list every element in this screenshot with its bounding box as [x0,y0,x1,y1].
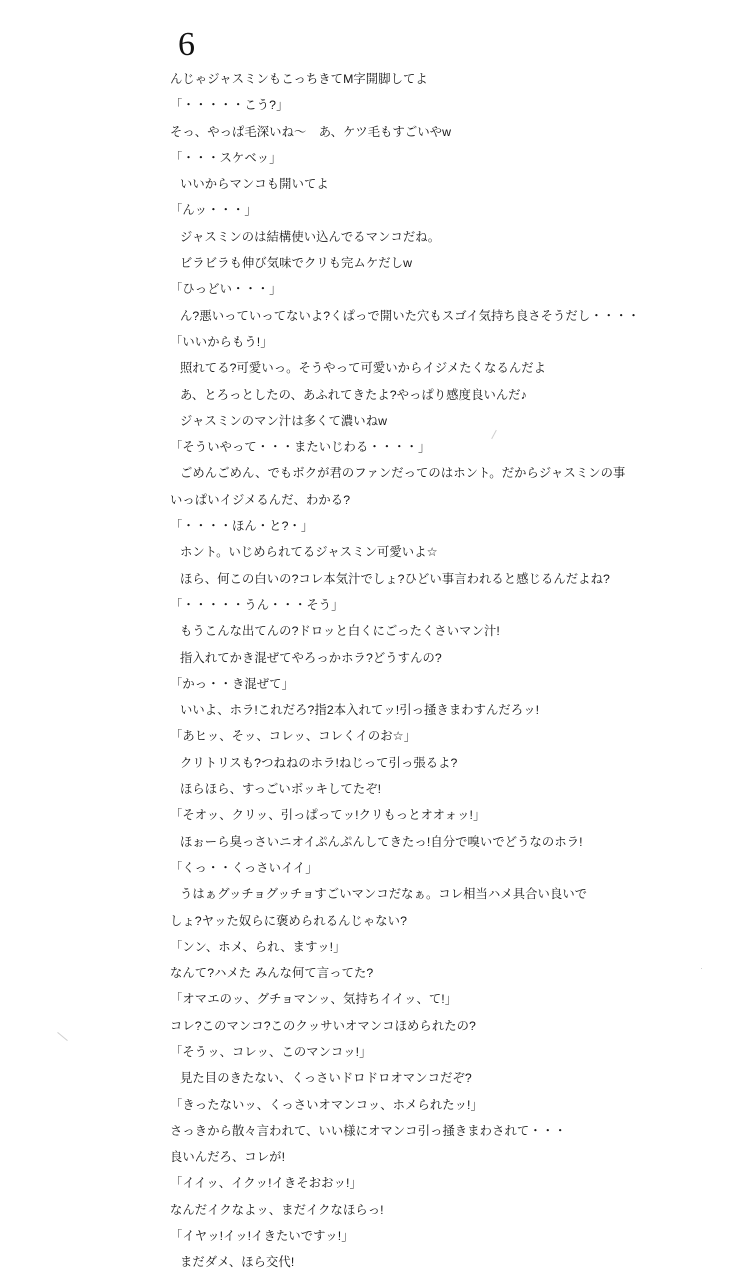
dialogue-line: 「・・・スケベッ」 [170,150,282,165]
dialogue-line: さっきから散々言われて、いい様にオマンコ引っ掻きまわされて・・・ [170,1123,567,1138]
dialogue-line: ごめんごめん、でもボクが君のファンだってのはホント。だからジャスミンの事 [180,466,626,481]
dialogue-line: コレ?このマンコ?このクッサいオマンコほめられたの? [170,1018,476,1033]
dialogue-line: ジャスミンのマン汁は多くて濃いねw [180,413,388,428]
dialogue-line: うはぁグッチョグッチョすごいマンコだなぁ。コレ相当ハメ具合い良いで [180,887,588,902]
dialogue-line: 「・・・・・こう?」 [170,98,289,113]
dialogue-line: ほらほら、すっごいボッキしてたぞ! [180,782,382,797]
dialogue-line: なんだイクなよッ、まだイクなほらっ! [170,1202,384,1217]
dialogue-line: いっぱいイジメるんだ、わかる? [170,492,351,507]
dialogue-line: 「いいからもう!」 [170,334,273,349]
dialogue-line: 「かっ・・き混ぜて」 [170,676,294,691]
dialogue-line: 「ンン、ホメ、られ、ますッ!」 [170,939,346,954]
dialogue-line: ほぉーら臭っさいニオイぷんぷんしてきたっ!自分で嗅いでどうなのホラ! [180,834,583,849]
dialogue-line: 「そういやって・・・またいじわる・・・・」 [170,440,431,455]
dialogue-line: 「きったないッ、くっさいオマンコッ、ホメられたッ!」 [170,1097,483,1112]
dialogue-line: 「んッ・・・」 [170,203,257,218]
dialogue-line: 「ひっどい・・・」 [170,282,282,297]
dialogue-line: 「イイッ、イクッ!イきそおおッ!」 [170,1176,362,1191]
dialogue-line: あ、とろっとしたの、あふれてきたよ?やっぱり感度良いんだ♪ [180,387,527,402]
dialogue-line: いいからマンコも開いてよ [180,177,329,192]
dialogue-line: もうこんな出てんの?ドロッと白くにごったくさいマン汁! [180,624,500,639]
dialogue-text-block [170,66,640,1276]
dialogue-line: 「そオッ、クリッ、引っぱってッ!クリもっとオオォッ!」 [170,808,486,823]
dialogue-line: そっ、やっぱ毛深いね〜 あ、ケツ毛もすごいやw [170,124,452,139]
dialogue-line: 指入れてかき混ぜてやろっかホラ?どうすんの? [180,650,442,665]
dialogue-line: ジャスミンのは結構使い込んでるマンコだね。 [180,229,441,244]
dialogue-line: ん?悪いっていってないよ?くぱっで開いた穴もスゴイ気持ち良さそうだし・・・・ [180,308,640,323]
dialogue-line: 「イヤッ!イッ!イきたいですッ!」 [170,1229,354,1244]
dialogue-line: んじゃジャスミンもこっちきてM字開脚してよ [170,72,428,86]
dialogue-line: 良いんだろ、コレが! [170,1150,286,1165]
dialogue-line: まだダメ、ほら交代! [180,1255,295,1270]
dialogue-line: なんて?ハメた みんな何て言ってた? [170,966,374,981]
dialogue-line: ほら、何この白いの?コレ本気汁でしょ?ひどい事言われると感じるんだよね? [180,571,610,586]
dialogue-line: 見た目のきたない、くっさいドロドロオマンコだぞ? [180,1071,472,1086]
dialogue-line: 「くっ・・くっさいイイ」 [170,860,318,875]
dialogue-line: ビラビラも伸び気味でクリも完ムケだしw [180,256,413,271]
dialogue-line: 「オマエのッ、グチョマンッ、気持ちイイッ、て!」 [170,992,458,1007]
dialogue-line: 照れてる?可愛いっ。そうやって可愛いからイジメたくなるんだよ [180,361,547,376]
dialogue-line: ホント。いじめられてるジャスミン可愛いよ☆ [180,545,438,560]
dialogue-line: しょ?ヤッた奴らに褒められるんじゃない? [170,913,408,928]
page-number: 6 [178,26,195,63]
dialogue-line: 「・・・・ほん・と?・」 [170,519,314,534]
scan-artifact [57,1032,68,1041]
dialogue-line: 「・・・・・うん・・・そう」 [170,597,344,612]
scan-artifact [701,968,702,969]
dialogue-line: クリトリスも?つねねのホラ!ねじって引っ張るよ? [180,755,458,770]
dialogue-line: いいよ、ホラ!これだろ?指2本入れてッ!引っ掻きまわすんだろッ! [180,703,540,718]
dialogue-line: 「あヒッ、そッ、コレッ、コレくイのお☆」 [170,729,417,744]
dialogue-line: 「そうッ、コレッ、このマンコッ!」 [170,1044,372,1059]
